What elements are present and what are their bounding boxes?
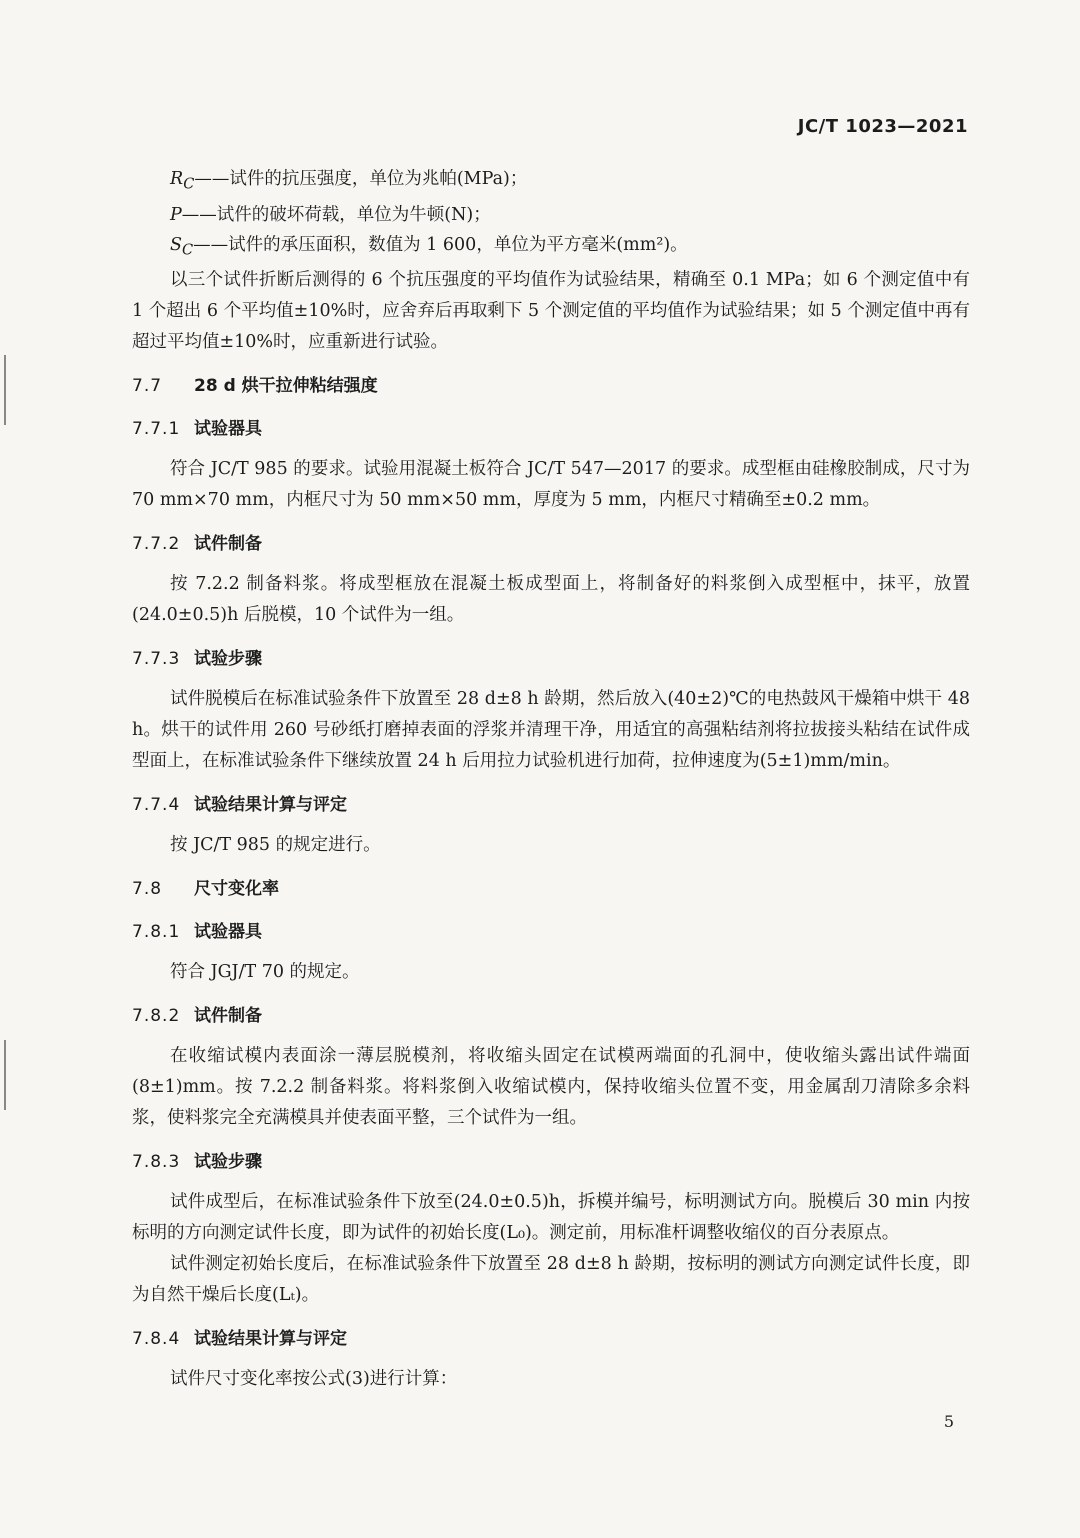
section-paragraph: 试件脱模后在标准试验条件下放置至 28 d±8 h 龄期，然后放入(40±2)℃的电热鼓风干燥箱中烘干 48 h。烘干的试件用 260 号砂纸打磨掉表面的浮浆并清理干净，用适宜的高强粘结剂将拉拔接头粘结在试件成型面上，在标准试验条件下继续放置 24 h 后用拉力试验机进行加荷，拉伸速度为(5±1)mm/min。 [132,689,970,771]
section-title: 试验器具 [194,922,262,942]
section-paragraph: 试件尺寸变化率按公式(3)进行计算： [170,1369,458,1389]
scan-edge-mark [4,1040,6,1110]
symbol: P [170,204,182,225]
scan-edge-mark [4,355,6,425]
section-heading-7-7 [132,371,970,401]
section-paragraph: 按 JC/T 985 的规定进行。 [170,835,381,855]
section-number: 7.8.2 [132,1006,181,1026]
section-heading-7-7-2 [132,529,970,559]
section-heading-7-8-1 [132,917,970,947]
section-paragraph: 按 7.2.2 制备料浆。将成型框放在混凝土板成型面上，将制备好的料浆倒入成型框中，抹平，放置(24.0±0.5)h 后脱模，10 个试件为一组。 [132,574,970,625]
page-number: 5 [943,1412,954,1431]
definition-text: ——试件的抗压强度，单位为兆帕(MPa)； [194,169,528,189]
section-heading-7-7-1 [132,414,970,444]
section-title: 尺寸变化率 [194,879,279,899]
section-title: 试验步骤 [194,649,262,669]
symbol: R [170,169,184,189]
section-heading-7-7-4 [132,790,970,820]
section-title: 试验步骤 [194,1152,262,1172]
section-title: 试件制备 [194,534,262,554]
section-title: 试件制备 [194,1006,262,1026]
symbol: S [170,234,182,255]
section-number: 7.8.4 [132,1329,181,1349]
section-number: 7.8.3 [132,1152,181,1172]
symbol-subscript: C [183,175,195,193]
section-number: 7.7.1 [132,419,181,439]
section-number: 7.8.1 [132,922,181,942]
section-paragraph: 符合 JGJ/T 70 的规定。 [170,962,360,982]
section-paragraph: 试件成型后，在标准试验条件下放至(24.0±0.5)h，拆模并编号，标明测试方向。脱模后 30 min 内按标明的方向测定试件长度，即为试件的初始长度(L₀)。测定前，用标准杆调整收缩仪的百分表原点。 [132,1192,970,1243]
standard-code: JC/T 1023—2021 [797,116,968,137]
definition-sc [132,230,970,266]
section-number: 7.7.4 [132,795,181,815]
section-title: 试验结果计算与评定 [194,795,347,815]
section-title: 试验结果计算与评定 [194,1329,347,1349]
section-heading-7-8-2 [132,1001,970,1031]
definition-p [132,200,970,230]
section-number: 7.7.3 [132,649,181,669]
document-body [132,164,970,1395]
definition-text: ——试件的承压面积，数值为 1 600，单位为平方毫米(mm²)。 [193,234,688,255]
section-title: 试验器具 [194,419,262,439]
section-paragraph: 在收缩试模内表面涂一薄层脱模剂，将收缩头固定在试模两端面的孔洞中，使收缩头露出试件端面(8±1)mm。按 7.2.2 制备料浆。将料浆倒入收缩试模内，保持收缩头位置不变，用金属刮刀清除多余料浆，使料浆完全充满模具并使表面平整，三个试件为一组。 [132,1046,970,1128]
result-paragraph: 以三个试件折断后测得的 6 个抗压强度的平均值作为试验结果，精确至 0.1 MPa；如 6 个测定值中有 1 个超出 6 个平均值±10%时，应舍弃后再取剩下 5 个测定值的平均值作为试验结果；如 5 个测定值中再有超过平均值±10%时，应重新进行试验。 [132,270,970,352]
section-number: 7.7 [132,376,163,396]
section-paragraph: 试件测定初始长度后，在标准试验条件下放置至 28 d±8 h 龄期，按标明的测试方向测定试件长度，即为自然干燥后长度(Lₜ)。 [132,1254,970,1305]
section-heading-7-7-3 [132,644,970,674]
section-heading-7-8 [132,874,970,904]
symbol-subscript: C [182,241,194,258]
section-number: 7.7.2 [132,534,181,554]
definition-text: ——试件的破坏荷载，单位为牛顿(N)； [181,204,491,225]
section-number: 7.8 [132,879,163,899]
section-heading-7-8-3 [132,1147,970,1177]
definition-rc [132,164,970,200]
section-title: 28 d 烘干拉伸粘结强度 [194,376,378,396]
section-paragraph: 符合 JC/T 985 的要求。试验用混凝土板符合 JC/T 547—2017 的要求。成型框由硅橡胶制成，尺寸为 70 mm×70 mm，内框尺寸为 50 mm×50 mm，厚度为 5 mm，内框尺寸精确至±0.2 mm。 [132,459,970,510]
section-heading-7-8-4 [132,1324,970,1354]
